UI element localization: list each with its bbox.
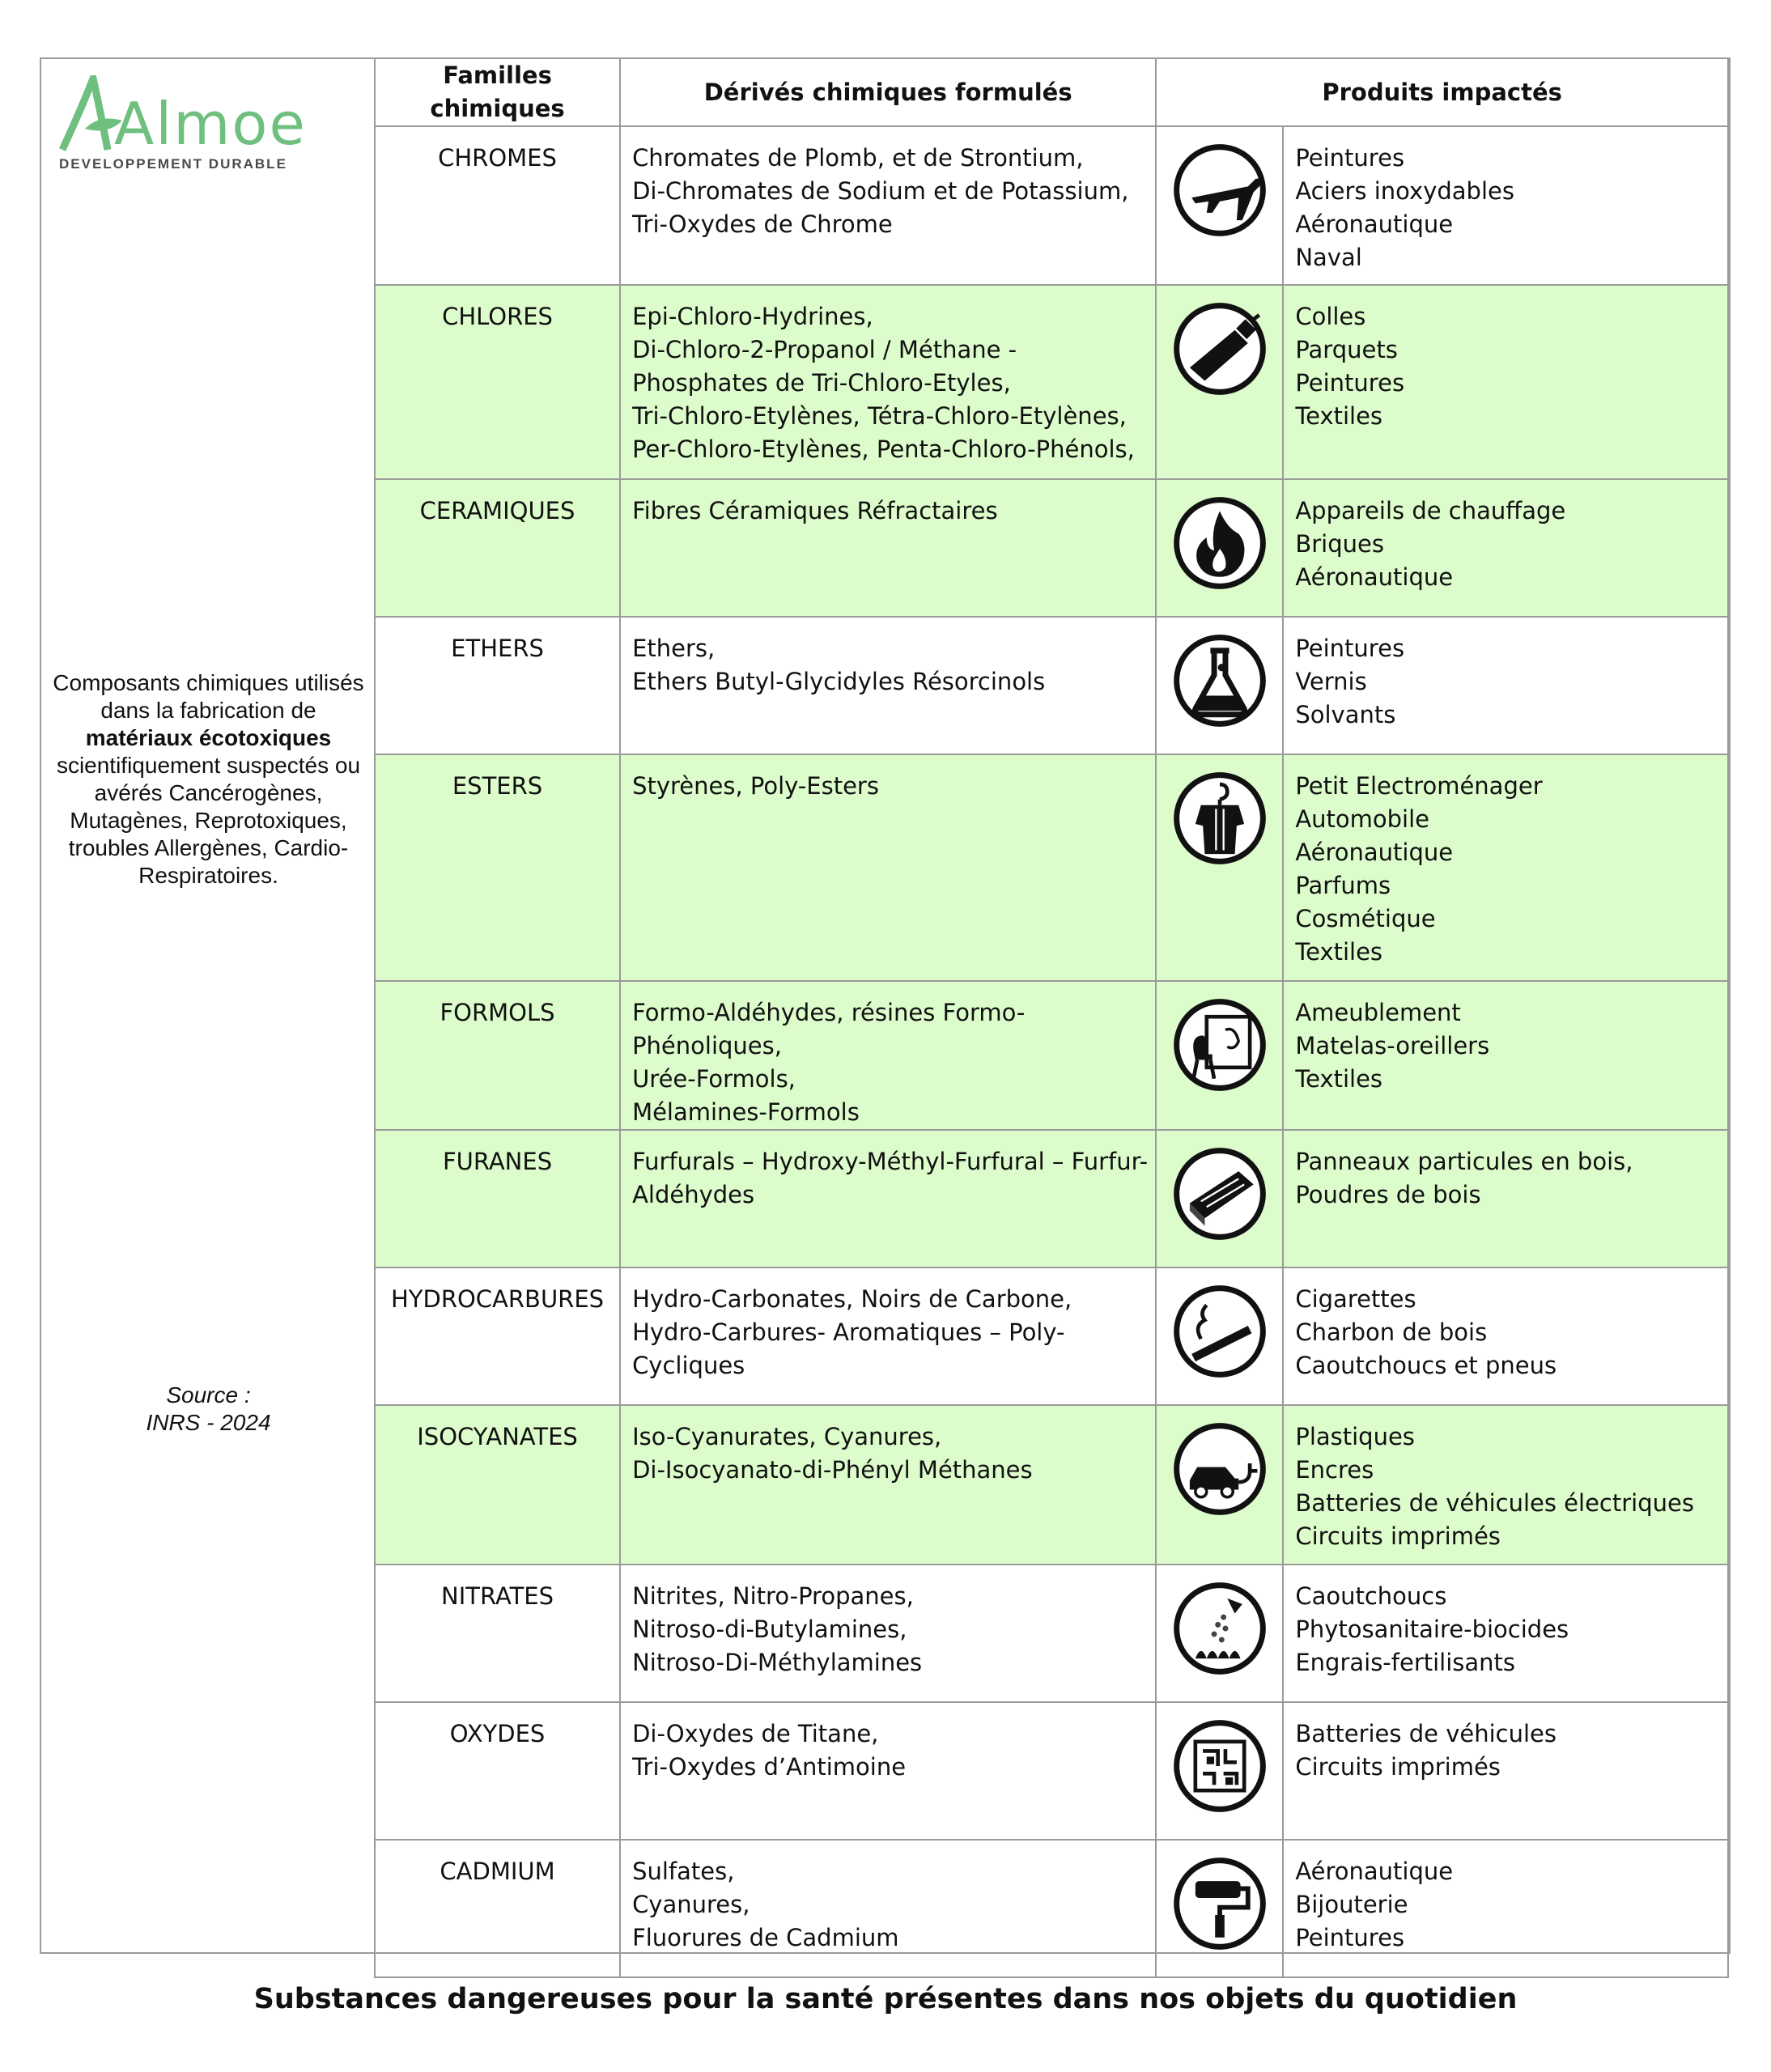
derivative-line: Di-Oxydes de Titane, xyxy=(632,1720,879,1747)
table-row xyxy=(375,1702,1728,1840)
product-line: Briques xyxy=(1295,530,1384,558)
product-line: Caoutchoucs xyxy=(1295,1582,1447,1610)
products-cell xyxy=(1283,479,1728,617)
product-line: Phytosanitaire-biocides xyxy=(1295,1616,1569,1643)
icon-cell xyxy=(1156,126,1283,285)
derivative-line: Mélamines-Formols xyxy=(632,1098,860,1126)
family-cell: HYDROCARBURES xyxy=(375,1267,620,1405)
substances-table xyxy=(374,57,1729,1978)
derivative-line: Nitroso-di-Butylamines, xyxy=(632,1616,907,1643)
product-line: Plastiques xyxy=(1295,1423,1415,1450)
product-line: Aéronautique xyxy=(1295,839,1454,866)
product-line: Batteries de véhicules électriques xyxy=(1295,1489,1694,1517)
product-line: Engrais-fertilisants xyxy=(1295,1649,1516,1676)
products-cell xyxy=(1283,1840,1728,1977)
product-line: Cosmétique xyxy=(1295,905,1436,932)
family-cell: CADMIUM xyxy=(375,1840,620,1977)
family-cell: CHLORES xyxy=(375,285,620,479)
description-part-1: Composants chimiques utilisés dans la fabrication de xyxy=(53,670,364,723)
source-label: Source : xyxy=(166,1382,251,1408)
product-line: Aéronautique xyxy=(1295,210,1454,238)
family-cell: OXYDES xyxy=(375,1702,620,1840)
glue-tube-icon xyxy=(1173,302,1267,396)
table-row xyxy=(375,1565,1728,1702)
derivatives-cell xyxy=(620,981,1156,1130)
product-line: Peintures xyxy=(1295,369,1405,397)
derivative-line: Hydro-Carbures- Aromatiques – Poly-Cycliques xyxy=(632,1318,1065,1379)
family-cell: ISOCYANATES xyxy=(375,1405,620,1565)
table-row xyxy=(375,1267,1728,1405)
derivatives-cell xyxy=(620,126,1156,285)
furniture-icon xyxy=(1173,998,1267,1092)
products-cell xyxy=(1283,285,1728,479)
derivative-line: Fluorures de Cadmium xyxy=(632,1924,899,1951)
cigarette-icon xyxy=(1173,1284,1267,1378)
derivative-line: Per-Chloro-Etylènes, Penta-Chloro-Phénols, xyxy=(632,435,1135,463)
logo-tagline: DEVELOPPEMENT DURABLE xyxy=(59,156,287,172)
table-row xyxy=(375,617,1728,754)
derivatives-cell xyxy=(620,754,1156,981)
table-row xyxy=(375,1130,1728,1267)
product-line: Aéronautique xyxy=(1295,563,1454,591)
icon-cell xyxy=(1156,1267,1283,1405)
product-line: Automobile xyxy=(1295,805,1430,833)
table-row xyxy=(375,479,1728,617)
table-row xyxy=(375,981,1728,1130)
product-line: Ameublement xyxy=(1295,999,1461,1026)
family-cell: CERAMIQUES xyxy=(375,479,620,617)
clothing-hanger-icon xyxy=(1173,771,1267,865)
derivative-line: Sulfates, xyxy=(632,1858,735,1885)
derivative-line: Iso-Cyanurates, Cyanures, xyxy=(632,1423,942,1450)
product-line: Aéronautique xyxy=(1295,1858,1454,1885)
wood-plank-icon xyxy=(1173,1147,1267,1241)
product-line: Appareils de chauffage xyxy=(1295,497,1566,524)
table-row xyxy=(375,1405,1728,1565)
caption: Substances dangereuses pour la santé présentes dans nos objets du quotidien xyxy=(253,1983,1518,2015)
derivative-line: Furfurals – Hydroxy-Méthyl-Furfural – Furfur- xyxy=(632,1148,1149,1175)
left-column xyxy=(41,59,376,1952)
derivative-line: Tri-Chloro-Etylènes, Tétra-Chloro-Etylènes, xyxy=(632,402,1127,430)
product-line: Naval xyxy=(1295,244,1362,271)
derivative-line: Fibres Céramiques Réfractaires xyxy=(632,497,998,524)
product-line: Colles xyxy=(1295,303,1366,330)
icon-cell xyxy=(1156,1702,1283,1840)
product-line: Peintures xyxy=(1295,144,1405,172)
derivative-line: Nitroso-Di-Méthylamines xyxy=(632,1649,923,1676)
product-line: Peintures xyxy=(1295,1924,1405,1951)
derivative-line: Di-Chloro-2-Propanol / Méthane - xyxy=(632,336,1017,363)
derivative-line: Di-Chromates de Sodium et de Potassium, xyxy=(632,177,1129,205)
products-cell xyxy=(1283,1130,1728,1267)
icon-cell xyxy=(1156,285,1283,479)
derivatives-cell xyxy=(620,1702,1156,1840)
products-cell xyxy=(1283,126,1728,285)
products-cell xyxy=(1283,754,1728,981)
header-families: Familles chimiques xyxy=(375,58,620,126)
icon-cell xyxy=(1156,1565,1283,1702)
derivative-line: Epi-Chloro-Hydrines, xyxy=(632,303,873,330)
table-row xyxy=(375,126,1728,285)
header-products: Produits impactés xyxy=(1156,58,1728,126)
derivatives-cell xyxy=(620,1130,1156,1267)
family-cell: FORMOLS xyxy=(375,981,620,1130)
product-line: Batteries de véhicules xyxy=(1295,1720,1557,1747)
derivatives-cell xyxy=(620,479,1156,617)
description-part-2: scientifiquement suspectés ou avérés Cancérogènes, Mutagènes, Reprotoxiques, troubles Allergènes, Cardio-Respiratoires. xyxy=(56,753,361,888)
products-cell xyxy=(1283,1702,1728,1840)
product-line: Petit Electroménager xyxy=(1295,772,1543,800)
icon-cell xyxy=(1156,981,1283,1130)
product-line: Matelas-oreillers xyxy=(1295,1032,1490,1059)
icon-cell xyxy=(1156,617,1283,754)
icon-cell xyxy=(1156,1840,1283,1977)
product-line: Parquets xyxy=(1295,336,1398,363)
products-cell xyxy=(1283,1267,1728,1405)
family-cell: CHROMES xyxy=(375,126,620,285)
icon-cell xyxy=(1156,479,1283,617)
derivative-line: Phosphates de Tri-Chloro-Etyles, xyxy=(632,369,1011,397)
derivative-line: Formo-Aldéhydes, résines Formo-Phénoliques, xyxy=(632,999,1026,1059)
family-cell: FURANES xyxy=(375,1130,620,1267)
product-line: Textiles xyxy=(1295,1065,1383,1093)
icon-cell xyxy=(1156,1405,1283,1565)
table-row xyxy=(375,1840,1728,1977)
product-line: Solvants xyxy=(1295,701,1396,728)
document-sheet xyxy=(40,57,1731,1954)
derivative-line: Cyanures, xyxy=(632,1891,750,1918)
derivatives-cell xyxy=(620,1267,1156,1405)
derivative-line: Di-Isocyanato-di-Phényl Méthanes xyxy=(632,1456,1033,1484)
icon-cell xyxy=(1156,754,1283,981)
derivative-line: Tri-Oxydes d’Antimoine xyxy=(632,1753,907,1781)
family-cell: NITRATES xyxy=(375,1565,620,1702)
table-row xyxy=(375,754,1728,981)
derivative-line: Hydro-Carbonates, Noirs de Carbone, xyxy=(632,1285,1072,1313)
derivative-line: Urée-Formols, xyxy=(632,1065,796,1093)
family-cell: ESTERS xyxy=(375,754,620,981)
product-line: Panneaux particules en bois, xyxy=(1295,1148,1633,1175)
description-text xyxy=(49,669,367,890)
product-line: Textiles xyxy=(1295,402,1383,430)
product-line: Circuits imprimés xyxy=(1295,1753,1501,1781)
product-line: Charbon de bois xyxy=(1295,1318,1488,1346)
derivative-line: Ethers Butyl-Glycidyles Résorcinols xyxy=(632,668,1046,695)
circuit-board-icon xyxy=(1173,1719,1267,1813)
description-bold: matériaux écotoxiques xyxy=(85,725,332,750)
derivatives-cell xyxy=(620,285,1156,479)
product-line: Parfums xyxy=(1295,872,1391,899)
derivatives-cell xyxy=(620,1840,1156,1977)
product-line: Cigarettes xyxy=(1295,1285,1416,1313)
product-line: Encres xyxy=(1295,1456,1374,1484)
flame-icon xyxy=(1173,496,1267,590)
product-line: Aciers inoxydables xyxy=(1295,177,1514,205)
product-line: Caoutchoucs et pneus xyxy=(1295,1352,1557,1379)
product-line: Circuits imprimés xyxy=(1295,1522,1501,1550)
flask-icon xyxy=(1173,634,1267,728)
derivatives-cell xyxy=(620,1565,1156,1702)
derivatives-cell xyxy=(620,1405,1156,1565)
family-cell: ETHERS xyxy=(375,617,620,754)
derivative-line: Ethers, xyxy=(632,635,716,662)
source-note xyxy=(49,1382,367,1437)
table-header-row xyxy=(375,58,1728,126)
table-row xyxy=(375,285,1728,479)
products-cell xyxy=(1283,981,1728,1130)
paint-roller-icon xyxy=(1173,1857,1267,1951)
product-line: Bijouterie xyxy=(1295,1891,1408,1918)
derivative-line: Tri-Oxydes de Chrome xyxy=(632,210,893,238)
product-line: Peintures xyxy=(1295,635,1405,662)
derivative-line: Aldéhydes xyxy=(632,1181,755,1208)
product-line: Textiles xyxy=(1295,938,1383,966)
products-cell xyxy=(1283,1565,1728,1702)
derivatives-cell xyxy=(620,617,1156,754)
derivative-line: Nitrites, Nitro-Propanes, xyxy=(632,1582,914,1610)
electric-car-icon xyxy=(1173,1422,1267,1516)
product-line: Poudres de bois xyxy=(1295,1181,1481,1208)
header-derivatives: Dérivés chimiques formulés xyxy=(620,58,1156,126)
products-cell xyxy=(1283,617,1728,754)
source-value: INRS - 2024 xyxy=(146,1410,271,1435)
derivative-line: Styrènes, Poly-Esters xyxy=(632,772,879,800)
derivative-line: Chromates de Plomb, et de Strontium, xyxy=(632,144,1084,172)
product-line: Vernis xyxy=(1295,668,1367,695)
products-cell xyxy=(1283,1405,1728,1565)
icon-cell xyxy=(1156,1130,1283,1267)
almoe-logo xyxy=(57,75,307,172)
logo-wordmark: Almoe xyxy=(114,90,307,158)
airplane-icon xyxy=(1173,143,1267,237)
fertilizer-spray-icon xyxy=(1173,1582,1267,1675)
